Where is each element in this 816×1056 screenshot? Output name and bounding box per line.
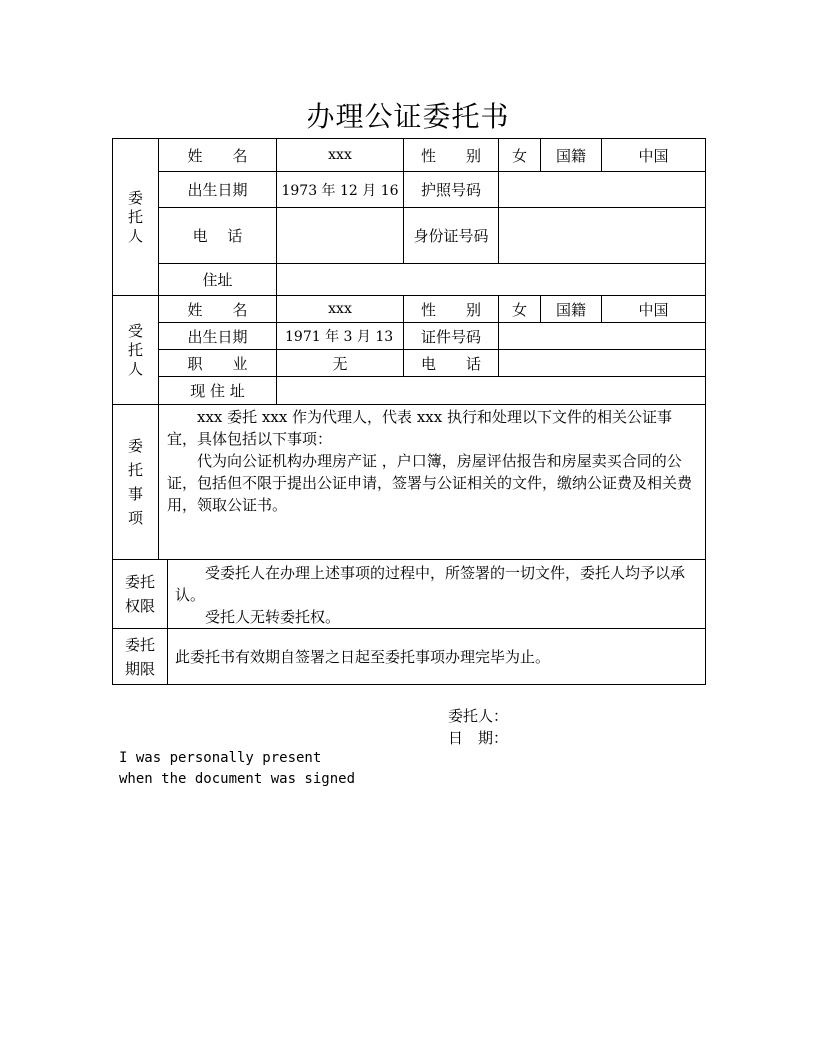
authority-label-line-1: 委托: [124, 573, 155, 591]
agent-section-label: [112, 295, 159, 405]
principal-passport-value: [498, 171, 706, 208]
matters-paragraph-1: xxx 委托 xxx 作为代理人，代表 xxx 执行和处理以下文件的相关公证事宜，具体包括以下事项：: [167, 408, 672, 448]
document-title: 办理公证委托书: [306, 100, 510, 133]
authority-paragraph-2: 受托人无转委托权。: [205, 608, 341, 626]
principal-phone-label: 电 话: [158, 207, 277, 264]
agent-phone-label: 电 话: [403, 349, 499, 377]
principal-id-label: 身份证号码: [403, 207, 499, 264]
principal-birth-value: 1973 年 12 月 16: [276, 171, 404, 208]
authority-label-line-2: 权限: [124, 597, 155, 615]
principal-phone-value: [276, 207, 404, 264]
principal-passport-label: 护照号码: [403, 171, 499, 208]
principal-section-text: 委托人: [128, 188, 144, 245]
agent-gender-label: 性 别: [403, 295, 499, 323]
agent-address-value: [276, 376, 706, 405]
agent-birth-label: 出生日期: [158, 322, 277, 350]
principal-nationality-label: 国籍: [540, 138, 602, 172]
period-label-line-2: 期限: [124, 659, 155, 678]
authority-content: [167, 559, 706, 629]
signature-date-label: 日 期：: [448, 729, 509, 747]
agent-cert-label: 证件号码: [403, 322, 499, 350]
matters-label: [112, 404, 159, 560]
agent-cert-value: [498, 322, 706, 350]
matters-label-text: 委托事项: [128, 437, 144, 527]
principal-address-value: [276, 263, 706, 296]
principal-nationality-value: 中国: [601, 138, 706, 172]
principal-address-label: 住址: [158, 263, 277, 296]
principal-gender-label: 性 别: [403, 138, 499, 172]
period-label: [112, 628, 168, 685]
principal-birth-label: 出生日期: [158, 171, 277, 208]
principal-gender-value: 女: [498, 138, 541, 172]
witness-note-line-1: I was personally present: [119, 750, 322, 766]
agent-section-text: 受托人: [128, 321, 144, 378]
period-label-line-1: 委托: [124, 635, 155, 654]
agent-name-label: 姓 名: [158, 295, 277, 323]
matters-content: [158, 404, 706, 560]
matters-paragraph-2: 代为向公证机构办理房产证 ，户口簿，房屋评估报告和房屋卖买合同的公证，包括但不限于提出公证申请，签署与公证相关的文件，缴纳公证费及相关费用，领取公证书。: [167, 452, 693, 514]
agent-nationality-label: 国籍: [540, 295, 602, 323]
agent-name-value: xxx: [276, 295, 404, 323]
agent-gender-value: 女: [498, 295, 541, 323]
principal-signature-label: 委托人：: [448, 707, 509, 725]
agent-address-label: 现 住 址: [158, 376, 277, 405]
authority-paragraph-1: 受委托人在办理上述事项的过程中，所签署的一切文件，委托人均予以承认。: [175, 564, 686, 604]
agent-job-label: 职 业: [158, 349, 277, 377]
witness-note-line-2: when the document was signed: [119, 771, 356, 787]
authority-label: [112, 559, 168, 629]
agent-job-value: 无: [276, 349, 404, 377]
principal-id-value: [498, 207, 706, 264]
principal-name-value: xxx: [276, 138, 404, 172]
agent-phone-value: [498, 349, 706, 377]
period-content: [167, 628, 706, 685]
principal-name-label: 姓 名: [158, 138, 277, 172]
agent-nationality-value: 中国: [601, 295, 706, 323]
agent-birth-value: 1971 年 3 月 13: [276, 322, 404, 350]
period-text: 此委托书有效期自签署之日起至委托事项办理完毕为止。: [175, 648, 551, 666]
principal-section-label: [112, 138, 159, 296]
